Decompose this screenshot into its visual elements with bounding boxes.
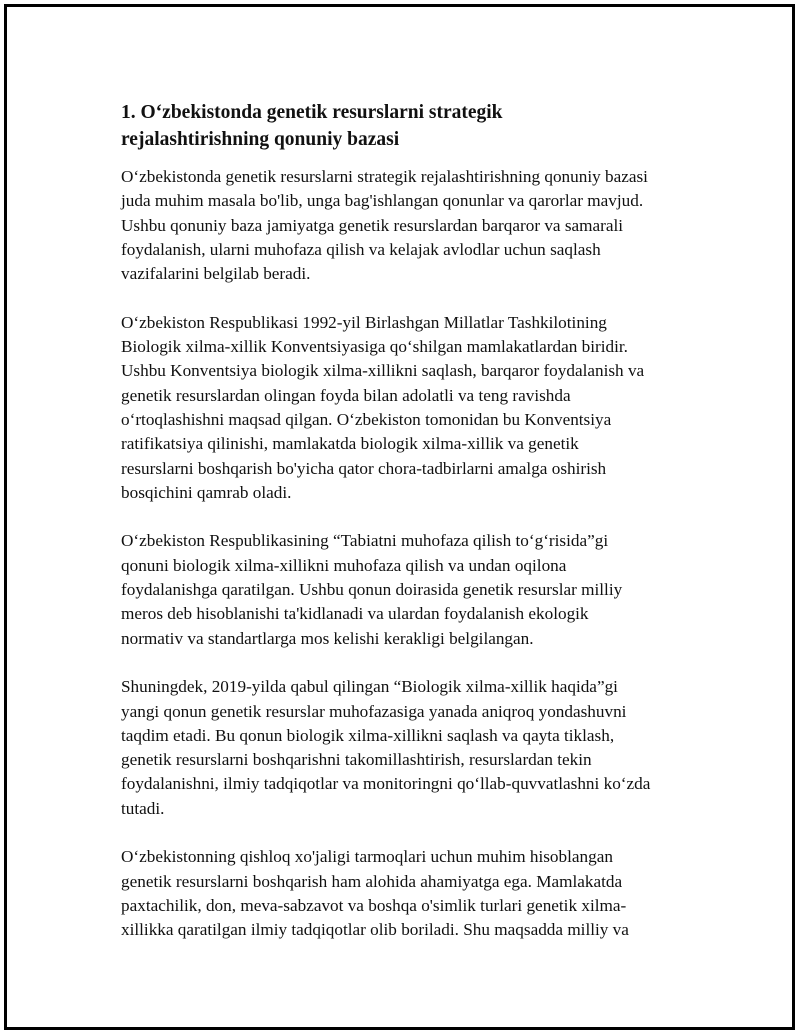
paragraph-3: [121, 529, 693, 650]
text-line: foydalanishga qaratilgan. Ushbu qonun doirasida genetik resurslar milliy: [121, 580, 623, 600]
paragraph-5: [121, 845, 693, 942]
text-line: Ushbu qonuniy baza jamiyatga genetik resurslardan barqaror va samarali: [121, 215, 624, 235]
paragraph-4: [121, 675, 693, 821]
text-line: yangi qonun genetik resurslar muhofazasiga yanada aniqroq yondashuvni: [121, 701, 627, 721]
text-line: taqdim etadi. Bu qonun biologik xilma-xillikni saqlash va qayta tiklash,: [121, 725, 615, 745]
section-heading: [121, 99, 693, 153]
text-line: meros deb hisoblanishi ta'kidlanadi va ulardan foydalanish ekologik: [121, 604, 589, 624]
page-frame: [4, 4, 795, 1030]
text-line: normativ va standartlarga mos kelishi kerakligi belgilangan.: [121, 628, 534, 648]
text-line: genetik resurslarni boshqarishni takomillashtirish, resurslardan tekin: [121, 750, 592, 770]
text-line: vazifalarini belgilab beradi.: [121, 264, 311, 284]
text-line: O‘zbekistonning qishloq xo'jaligi tarmoqlari uchun muhim hisoblangan: [121, 847, 613, 867]
text-line: genetik resurslardan olingan foyda bilan adolatli va teng ravishda: [121, 385, 571, 405]
text-line: foydalanish, ularni muhofaza qilish va kelajak avlodlar uchun saqlash: [121, 239, 601, 259]
heading-line: 1. O‘zbekistonda genetik resurslarni strategik: [121, 102, 503, 123]
text-line: paxtachilik, don, meva-sabzavot va boshqa o'simlik turlari genetik xilma-: [121, 895, 627, 915]
text-line: ratifikatsiya qilinishi, mamlakatda biologik xilma-xillik va genetik: [121, 434, 579, 454]
text-line: O‘zbekiston Respublikasi 1992-yil Birlashgan Millatlar Tashkilotining: [121, 312, 607, 332]
text-line: Shuningdek, 2019-yilda qabul qilingan “Biologik xilma-xillik haqida”gi: [121, 677, 618, 697]
paragraph-1: [121, 165, 693, 286]
text-line: Ushbu Konventsiya biologik xilma-xillikni saqlash, barqaror foydalanish va: [121, 361, 645, 381]
text-line: Biologik xilma-xillik Konventsiyasiga qo‘shilgan mamlakatlardan biridir.: [121, 337, 628, 357]
text-line: qonuni biologik xilma-xillikni muhofaza qilish va undan oqilona: [121, 555, 567, 575]
text-line: juda muhim masala bo'lib, unga bag'ishlangan qonunlar va qarorlar mavjud.: [121, 191, 644, 211]
text-line: resurslarni boshqarish bo'yicha qator chora-tadbirlarni amalga oshirish: [121, 458, 607, 478]
text-line: foydalanishni, ilmiy tadqiqotlar va monitoringni qo‘llab-quvvatlashni ko‘zda: [121, 774, 651, 794]
text-line: bosqichini qamrab oladi.: [121, 482, 292, 502]
text-line: xillikka qaratilgan ilmiy tadqiqotlar olib boriladi. Shu maqsadda milliy va: [121, 920, 629, 940]
text-line: O‘zbekistonda genetik resurslarni strategik rejalashtirishning qonuniy bazasi: [121, 167, 648, 186]
text-line: O‘zbekiston Respublikasining “Tabiatni muhofaza qilish to‘g‘risida”gi: [121, 531, 609, 551]
text-line: tutadi.: [121, 798, 165, 818]
heading-line: rejalashtirishning qonuniy bazasi: [121, 129, 400, 150]
document-body: [121, 99, 693, 967]
text-line: o‘rtoqlashishni maqsad qilgan. O‘zbekiston tomonidan bu Konventsiya: [121, 409, 612, 429]
paragraph-2: [121, 311, 693, 505]
text-line: genetik resurslarni boshqarish ham alohida ahamiyatga ega. Mamlakatda: [121, 871, 623, 891]
